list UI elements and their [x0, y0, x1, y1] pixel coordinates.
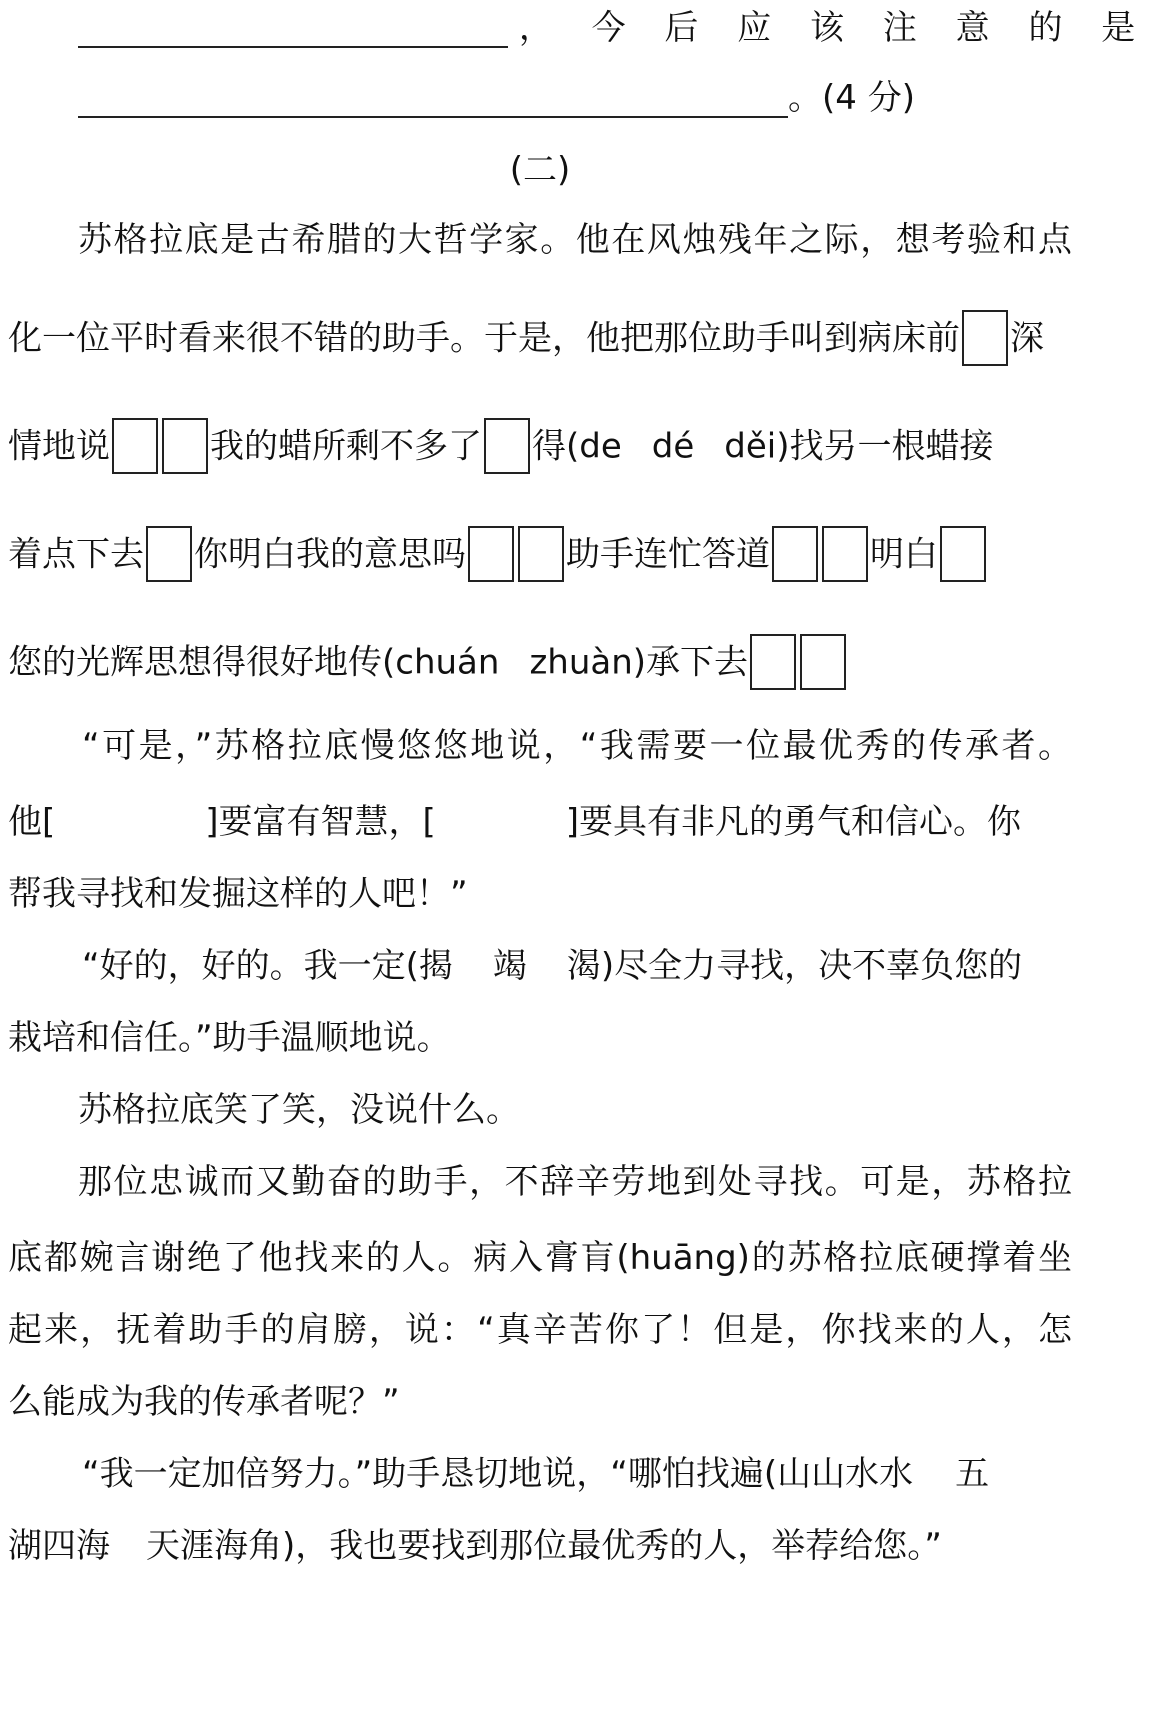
punctuation-box[interactable]: [162, 418, 208, 474]
text-line: 苏格拉底笑了笑，没说什么。: [78, 1090, 520, 1130]
pinyin-option: 您的光辉思想得很好地传(chuán: [8, 642, 500, 683]
text-line: [82, 946, 1072, 986]
text-span: 渴)尽全力寻找，决不辜负您的: [566, 946, 1023, 986]
punctuation-box[interactable]: [750, 634, 796, 690]
question-line-2: [78, 78, 1072, 118]
punctuation-box[interactable]: [822, 526, 868, 582]
text-span: 化一位平时看来很不错的助手。于是，他把那位助手叫到病床前: [8, 318, 960, 359]
text-line: 起来，抚着助手的肩膀，说：“真辛苦你了！但是，你找来的人，怎: [8, 1310, 1072, 1350]
section-heading: (二): [509, 150, 571, 190]
punctuation-box[interactable]: [518, 526, 564, 582]
text-line: 栽培和信任。”助手温顺地说。: [8, 1018, 451, 1058]
punctuation-box[interactable]: [468, 526, 514, 582]
text-line: 么能成为我的传承者呢？”: [8, 1382, 400, 1422]
question-line-1: [78, 8, 1149, 48]
punctuation-box[interactable]: [146, 526, 192, 582]
text-span: 湖四海: [8, 1526, 110, 1566]
text-line: “可是，”苏格拉底慢悠悠地说，“我需要一位最优秀的传承者。: [82, 726, 1072, 766]
pinyin-option: zhuàn)承下去: [529, 642, 749, 683]
text-line: [8, 1526, 1072, 1566]
pinyin-option: 得(de: [532, 426, 622, 467]
text-span: 着点下去: [8, 534, 144, 575]
text-line: 苏格拉底是古希腊的大哲学家。他在风烛残年之际，想考验和点: [78, 220, 1072, 260]
punctuation-box[interactable]: [484, 418, 530, 474]
text-line: [8, 528, 1072, 584]
text-span: 情地说: [8, 426, 110, 467]
text-span: 他[: [8, 802, 56, 842]
text-span: “我一定加倍努力。”助手恳切地说，“哪怕找遍(山山水水: [82, 1454, 914, 1494]
question-score: 。(4 分): [788, 78, 915, 118]
text-line: 底都婉言谢绝了他找来的人。病入膏肓(huāng)的苏格拉底硬撑着坐: [8, 1238, 1072, 1278]
text-span: ]要具有非凡的勇气和信心。你: [565, 802, 1022, 842]
text-span: “好的，好的。我一定(揭: [82, 946, 453, 986]
text-line: 帮我寻找和发掘这样的人吧！”: [8, 874, 468, 914]
pinyin-option: dé: [651, 426, 695, 467]
text-span: 我的蜡所剩不多了: [210, 426, 482, 467]
punctuation-box[interactable]: [800, 634, 846, 690]
punctuation-box[interactable]: [772, 526, 818, 582]
punctuation-box[interactable]: [940, 526, 986, 582]
answer-blank[interactable]: [78, 12, 508, 48]
pinyin-option: děi)找另一根蜡接: [724, 426, 994, 467]
text-line: [8, 802, 1072, 842]
punctuation-box[interactable]: [962, 310, 1008, 366]
text-span: 五: [955, 1454, 990, 1494]
text-span: 天涯海角)，我也要找到那位最优秀的人，举荐给您。”: [146, 1526, 942, 1566]
answer-blank[interactable]: [78, 82, 788, 118]
text-span: 明白: [870, 534, 938, 575]
text-line: [82, 1454, 1072, 1494]
question-text: ， 今 后 应 该 注 意 的 是: [518, 8, 1149, 48]
text-line: [8, 636, 1072, 692]
text-span: 你明白我的意思吗: [194, 534, 466, 575]
text-line: [8, 312, 1072, 368]
text-span: 竭: [492, 946, 527, 986]
punctuation-box[interactable]: [112, 418, 158, 474]
text-span: 助手连忙答道: [566, 534, 770, 575]
text-line: [8, 420, 1072, 476]
text-span: 深: [1010, 318, 1044, 359]
text-line: 那位忠诚而又勤奋的助手，不辞辛劳地到处寻找。可是，苏格拉: [78, 1162, 1072, 1202]
text-span: ]要富有智慧，[: [205, 802, 436, 842]
